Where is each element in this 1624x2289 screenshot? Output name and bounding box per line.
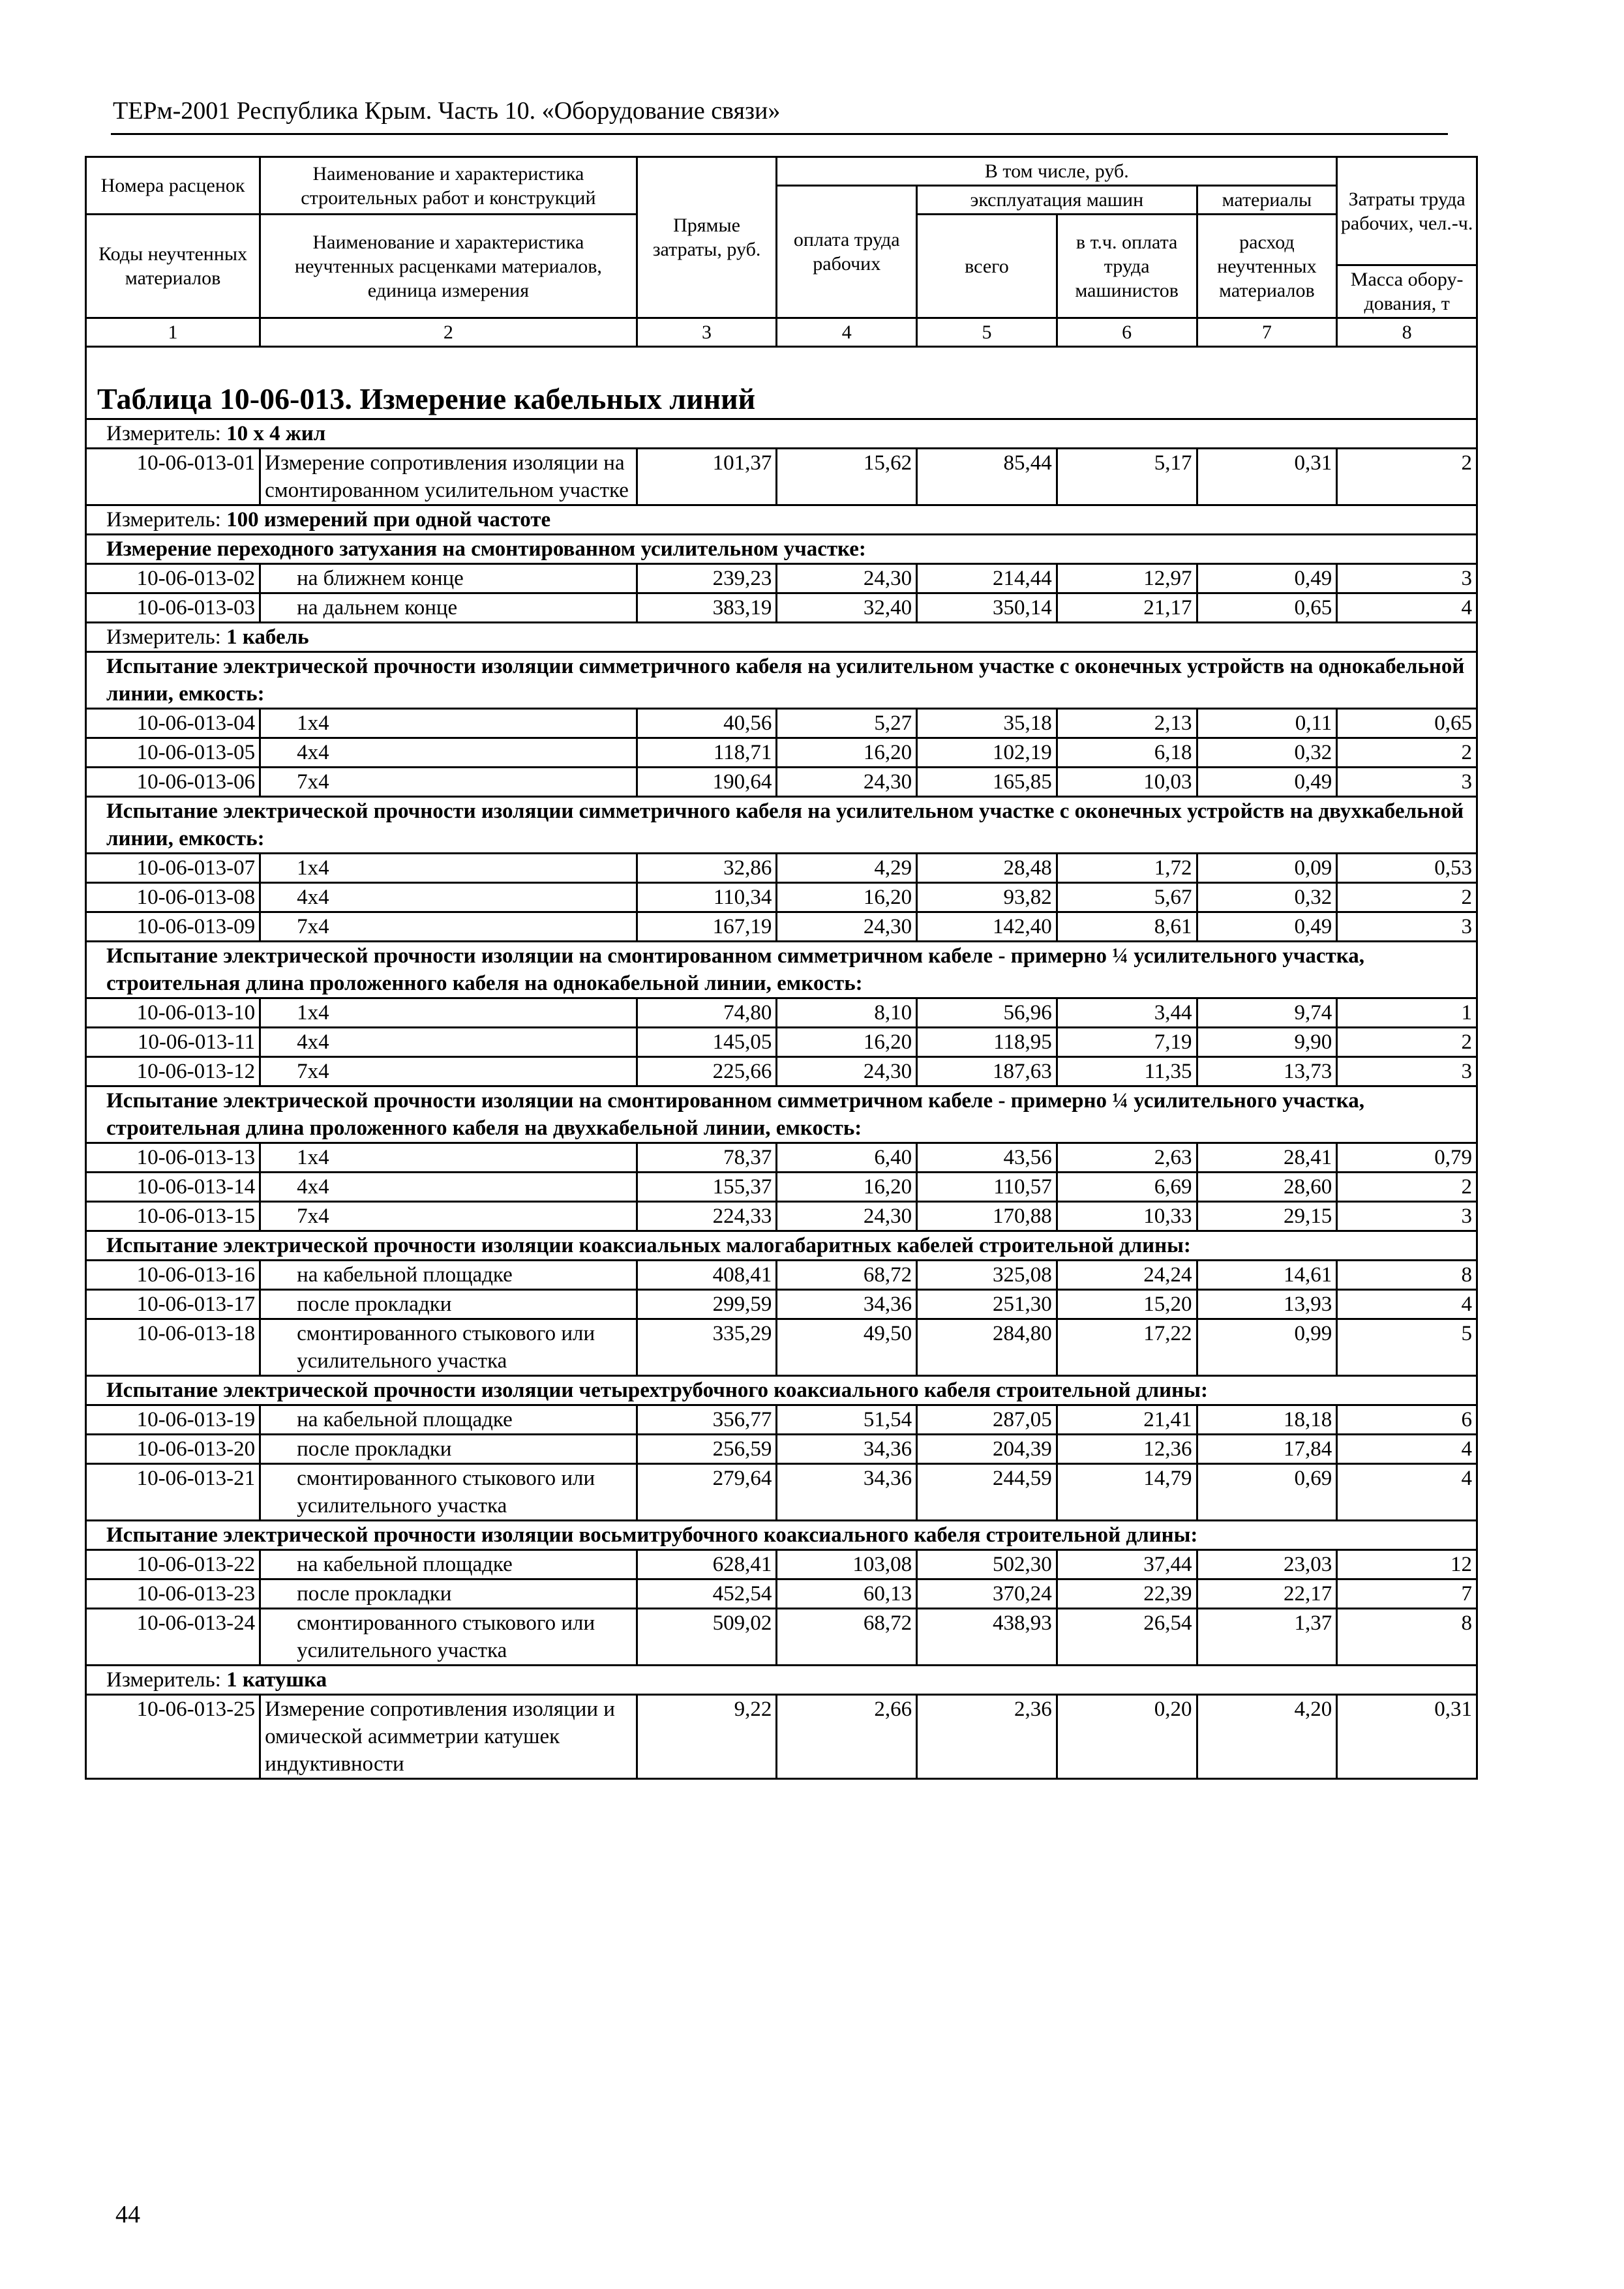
value-c6: 14,79 [1057, 1464, 1197, 1521]
work-name: 7х4 [260, 1057, 637, 1086]
table-row [86, 1405, 1477, 1435]
rate-code: 10-06-013-01 [86, 449, 260, 505]
rate-code: 10-06-013-14 [86, 1173, 260, 1202]
value-c3: 256,59 [637, 1435, 777, 1464]
value-c8: 3 [1337, 1057, 1477, 1086]
value-c7: 0,49 [1197, 564, 1337, 593]
work-name: 1х4 [260, 854, 637, 883]
meter-value: 100 измерений при одной частоте [226, 508, 551, 531]
value-c4: 103,08 [777, 1550, 917, 1579]
value-c7: 14,61 [1197, 1261, 1337, 1290]
value-c3: 145,05 [637, 1028, 777, 1057]
section-row [86, 535, 1477, 564]
value-c4: 68,72 [777, 1261, 917, 1290]
value-c7: 0,32 [1197, 738, 1337, 768]
column-number: 2 [260, 318, 637, 347]
table-row [86, 1464, 1477, 1521]
value-c4: 60,13 [777, 1579, 917, 1609]
value-c6: 2,13 [1057, 709, 1197, 738]
table-row [86, 564, 1477, 593]
value-c4: 16,20 [777, 1173, 917, 1202]
table-row [86, 1319, 1477, 1376]
value-c5: 370,24 [917, 1579, 1057, 1609]
value-c7: 0,49 [1197, 912, 1337, 942]
table-row [86, 912, 1477, 942]
value-c3: 40,56 [637, 709, 777, 738]
table-row [86, 1550, 1477, 1579]
rate-code: 10-06-013-16 [86, 1261, 260, 1290]
value-c7: 23,03 [1197, 1550, 1337, 1579]
meter-cell [86, 505, 1477, 535]
value-c4: 24,30 [777, 912, 917, 942]
value-c3: 9,22 [637, 1695, 777, 1779]
value-c6: 7,19 [1057, 1028, 1197, 1057]
meter-value: 1 катушка [226, 1668, 327, 1692]
meter-row [86, 1666, 1477, 1695]
value-c8: 7 [1337, 1579, 1477, 1609]
table-row [86, 854, 1477, 883]
value-c6: 6,69 [1057, 1173, 1197, 1202]
value-c3: 408,41 [637, 1261, 777, 1290]
rate-code: 10-06-013-23 [86, 1579, 260, 1609]
value-c6: 6,18 [1057, 738, 1197, 768]
rate-code: 10-06-013-05 [86, 738, 260, 768]
value-c4: 16,20 [777, 738, 917, 768]
value-c4: 34,36 [777, 1464, 917, 1521]
meter-cell [86, 623, 1477, 652]
value-c6: 11,35 [1057, 1057, 1197, 1086]
value-c5: 35,18 [917, 709, 1057, 738]
table-row [86, 1290, 1477, 1319]
work-name: Измерение сопротивления изоляции на смонтированном усилительном участке [260, 449, 637, 505]
value-c8: 2 [1337, 1028, 1477, 1057]
meter-value: 1 кабель [226, 625, 309, 649]
column-number: 8 [1337, 318, 1477, 347]
value-c6: 22,39 [1057, 1579, 1197, 1609]
table-row [86, 1173, 1477, 1202]
value-c4: 68,72 [777, 1609, 917, 1666]
value-c5: 93,82 [917, 883, 1057, 912]
value-c3: 509,02 [637, 1609, 777, 1666]
table-row [86, 768, 1477, 797]
value-c5: 325,08 [917, 1261, 1057, 1290]
value-c7: 0,99 [1197, 1319, 1337, 1376]
value-c3: 239,23 [637, 564, 777, 593]
value-c8: 3 [1337, 1202, 1477, 1231]
value-c6: 5,17 [1057, 449, 1197, 505]
value-c8: 4 [1337, 593, 1477, 623]
value-c6: 26,54 [1057, 1609, 1197, 1666]
value-c5: 165,85 [917, 768, 1057, 797]
value-c7: 0,49 [1197, 768, 1337, 797]
table-row [86, 1609, 1477, 1666]
value-c7: 13,73 [1197, 1057, 1337, 1086]
value-c5: 85,44 [917, 449, 1057, 505]
column-number: 7 [1197, 318, 1337, 347]
value-c8: 0,53 [1337, 854, 1477, 883]
value-c5: 2,36 [917, 1695, 1057, 1779]
section-row [86, 1521, 1477, 1550]
document-header: ТЕРм-2001 Республика Крым. Часть 10. «Оборудование связи» [113, 97, 781, 125]
value-c4: 49,50 [777, 1319, 917, 1376]
rate-code: 10-06-013-11 [86, 1028, 260, 1057]
value-c8: 3 [1337, 912, 1477, 942]
header-worker-wages: оплата труда рабочих [777, 186, 917, 318]
table-row [86, 593, 1477, 623]
value-c5: 110,57 [917, 1173, 1057, 1202]
work-name: 1х4 [260, 998, 637, 1028]
header-unaccounted-materials: расход неучтенных материалов [1197, 215, 1337, 318]
value-c8: 0,65 [1337, 709, 1477, 738]
value-c6: 17,22 [1057, 1319, 1197, 1376]
meter-row [86, 419, 1477, 449]
header-machines-total: всего [917, 215, 1057, 318]
value-c4: 16,20 [777, 1028, 917, 1057]
value-c7: 9,74 [1197, 998, 1337, 1028]
value-c4: 24,30 [777, 768, 917, 797]
rate-code: 10-06-013-13 [86, 1143, 260, 1173]
value-c7: 0,69 [1197, 1464, 1337, 1521]
value-c3: 224,33 [637, 1202, 777, 1231]
column-number: 3 [637, 318, 777, 347]
value-c3: 190,64 [637, 768, 777, 797]
value-c3: 78,37 [637, 1143, 777, 1173]
value-c8: 3 [1337, 564, 1477, 593]
work-name: 7х4 [260, 912, 637, 942]
value-c7: 29,15 [1197, 1202, 1337, 1231]
value-c7: 0,09 [1197, 854, 1337, 883]
table-row [86, 1057, 1477, 1086]
header-including: В том числе, руб. [777, 157, 1337, 186]
value-c8: 4 [1337, 1464, 1477, 1521]
column-number: 4 [777, 318, 917, 347]
value-c4: 5,27 [777, 709, 917, 738]
value-c5: 251,30 [917, 1290, 1057, 1319]
value-c5: 350,14 [917, 593, 1057, 623]
table-row [86, 1028, 1477, 1057]
value-c6: 24,24 [1057, 1261, 1197, 1290]
value-c4: 4,29 [777, 854, 917, 883]
meter-row [86, 505, 1477, 535]
value-c7: 13,93 [1197, 1290, 1337, 1319]
table-row [86, 883, 1477, 912]
section-heading: Испытание электрической прочности изоляции четырехтрубочного коаксиального кабеля строительной длины: [86, 1376, 1477, 1405]
rate-code: 10-06-013-18 [86, 1319, 260, 1376]
header-materials: материалы [1197, 186, 1337, 215]
meter-cell [86, 419, 1477, 449]
table-row [86, 1261, 1477, 1290]
section-heading: Испытание электрической прочности изоляции восьмитрубочного коаксиального кабеля строительной длины: [86, 1521, 1477, 1550]
section-row [86, 652, 1477, 709]
header-direct-costs: Прямые затраты, руб. [637, 157, 777, 318]
header-machine-operation: эксплуатация машин [917, 186, 1197, 215]
value-c7: 0,31 [1197, 449, 1337, 505]
value-c3: 101,37 [637, 449, 777, 505]
work-name: 7х4 [260, 1202, 637, 1231]
table-title: Таблица 10-06-013. Измерение кабельных линий [86, 347, 1477, 419]
value-c3: 225,66 [637, 1057, 777, 1086]
value-c8: 6 [1337, 1405, 1477, 1435]
work-name: смонтированного стыкового или усилительного участка [260, 1609, 637, 1666]
work-name: после прокладки [260, 1435, 637, 1464]
value-c8: 2 [1337, 738, 1477, 768]
value-c8: 0,31 [1337, 1695, 1477, 1779]
header-equipment-mass: Масса обору-дования, т [1337, 265, 1477, 318]
meter-cell [86, 1666, 1477, 1695]
work-name: 4х4 [260, 1028, 637, 1057]
rate-code: 10-06-013-25 [86, 1695, 260, 1779]
column-number: 6 [1057, 318, 1197, 347]
value-c6: 0,20 [1057, 1695, 1197, 1779]
work-name: на кабельной площадке [260, 1550, 637, 1579]
value-c4: 51,54 [777, 1405, 917, 1435]
work-name: на кабельной площадке [260, 1261, 637, 1290]
rate-code: 10-06-013-17 [86, 1290, 260, 1319]
rate-code: 10-06-013-02 [86, 564, 260, 593]
rate-code: 10-06-013-04 [86, 709, 260, 738]
work-name: смонтированного стыкового или усилительного участка [260, 1464, 637, 1521]
value-c6: 5,67 [1057, 883, 1197, 912]
table-row [86, 1143, 1477, 1173]
value-c6: 10,33 [1057, 1202, 1197, 1231]
value-c5: 142,40 [917, 912, 1057, 942]
value-c8: 1 [1337, 998, 1477, 1028]
value-c6: 10,03 [1057, 768, 1197, 797]
header-rate-numbers: Номера расценок [86, 157, 260, 215]
value-c7: 0,32 [1197, 883, 1337, 912]
table-row [86, 1695, 1477, 1779]
table-row [86, 709, 1477, 738]
value-c8: 8 [1337, 1609, 1477, 1666]
value-c7: 18,18 [1197, 1405, 1337, 1435]
header-labor-costs: Затраты труда рабочих, чел.-ч. [1337, 157, 1477, 265]
value-c6: 21,17 [1057, 593, 1197, 623]
value-c5: 204,39 [917, 1435, 1057, 1464]
work-name: 7х4 [260, 768, 637, 797]
value-c3: 383,19 [637, 593, 777, 623]
value-c8: 5 [1337, 1319, 1477, 1376]
page-number: 44 [115, 2201, 140, 2228]
value-c6: 2,63 [1057, 1143, 1197, 1173]
header-material-names: Наименование и характеристика неучтенных расценками материалов, единица измерения [260, 215, 637, 318]
value-c3: 32,86 [637, 854, 777, 883]
header-operator-wages: в т.ч. оплата труда машинистов [1057, 215, 1197, 318]
table-row [86, 1202, 1477, 1231]
section-row [86, 1086, 1477, 1143]
section-heading: Испытание электрической прочности изоляции симметричного кабеля на усилительном участке с оконечных устройств на однокабельной линии, емкость: [86, 652, 1477, 709]
work-name: смонтированного стыкового или усилительного участка [260, 1319, 637, 1376]
value-c7: 17,84 [1197, 1435, 1337, 1464]
value-c6: 12,97 [1057, 564, 1197, 593]
meter-row [86, 623, 1477, 652]
work-name: 4х4 [260, 883, 637, 912]
work-name: 1х4 [260, 1143, 637, 1173]
value-c8: 2 [1337, 449, 1477, 505]
meter-label: Измеритель: [106, 1668, 221, 1692]
section-row [86, 1231, 1477, 1261]
work-name: на ближнем конце [260, 564, 637, 593]
value-c3: 74,80 [637, 998, 777, 1028]
value-c4: 6,40 [777, 1143, 917, 1173]
value-c5: 244,59 [917, 1464, 1057, 1521]
rate-code: 10-06-013-03 [86, 593, 260, 623]
column-number: 5 [917, 318, 1057, 347]
value-c7: 4,20 [1197, 1695, 1337, 1779]
work-name: после прокладки [260, 1579, 637, 1609]
header-material-codes: Коды неучтенных материалов [86, 215, 260, 318]
value-c5: 438,93 [917, 1609, 1057, 1666]
value-c5: 214,44 [917, 564, 1057, 593]
table-row [86, 738, 1477, 768]
value-c8: 12 [1337, 1550, 1477, 1579]
value-c6: 3,44 [1057, 998, 1197, 1028]
value-c8: 4 [1337, 1290, 1477, 1319]
rate-code: 10-06-013-20 [86, 1435, 260, 1464]
meter-label: Измеритель: [106, 625, 221, 649]
value-c6: 15,20 [1057, 1290, 1197, 1319]
value-c5: 502,30 [917, 1550, 1057, 1579]
work-name: 1х4 [260, 709, 637, 738]
value-c8: 2 [1337, 1173, 1477, 1202]
rate-code: 10-06-013-07 [86, 854, 260, 883]
value-c6: 8,61 [1057, 912, 1197, 942]
rate-code: 10-06-013-24 [86, 1609, 260, 1666]
value-c5: 118,95 [917, 1028, 1057, 1057]
section-row [86, 942, 1477, 998]
rate-code: 10-06-013-22 [86, 1550, 260, 1579]
value-c5: 102,19 [917, 738, 1057, 768]
value-c8: 4 [1337, 1435, 1477, 1464]
value-c4: 24,30 [777, 1057, 917, 1086]
value-c3: 155,37 [637, 1173, 777, 1202]
value-c5: 284,80 [917, 1319, 1057, 1376]
value-c8: 3 [1337, 768, 1477, 797]
value-c5: 43,56 [917, 1143, 1057, 1173]
rate-code: 10-06-013-09 [86, 912, 260, 942]
value-c7: 0,11 [1197, 709, 1337, 738]
rate-code: 10-06-013-10 [86, 998, 260, 1028]
value-c3: 299,59 [637, 1290, 777, 1319]
section-row [86, 1376, 1477, 1405]
value-c3: 452,54 [637, 1579, 777, 1609]
work-name: 4х4 [260, 738, 637, 768]
value-c4: 34,36 [777, 1290, 917, 1319]
value-c3: 167,19 [637, 912, 777, 942]
value-c3: 356,77 [637, 1405, 777, 1435]
value-c7: 22,17 [1197, 1579, 1337, 1609]
value-c8: 8 [1337, 1261, 1477, 1290]
value-c5: 187,63 [917, 1057, 1057, 1086]
rate-code: 10-06-013-08 [86, 883, 260, 912]
rate-code: 10-06-013-12 [86, 1057, 260, 1086]
value-c8: 0,79 [1337, 1143, 1477, 1173]
work-name: после прокладки [260, 1290, 637, 1319]
section-heading: Испытание электрической прочности изоляции на смонтированном симметричном кабеле - примерно ¼ усилительного участка, строительная длина проложенного кабеля на двухкабельной линии, емкость: [86, 1086, 1477, 1143]
value-c8: 2 [1337, 883, 1477, 912]
value-c3: 118,71 [637, 738, 777, 768]
work-name: на кабельной площадке [260, 1405, 637, 1435]
rate-code: 10-06-013-15 [86, 1202, 260, 1231]
value-c3: 110,34 [637, 883, 777, 912]
section-row [86, 797, 1477, 854]
value-c3: 335,29 [637, 1319, 777, 1376]
value-c5: 170,88 [917, 1202, 1057, 1231]
table-row [86, 1579, 1477, 1609]
rate-code: 10-06-013-06 [86, 768, 260, 797]
meter-value: 10 х 4 жил [226, 422, 326, 445]
work-name: Измерение сопротивления изоляции и омической асимметрии катушек индуктивности [260, 1695, 637, 1779]
value-c3: 279,64 [637, 1464, 777, 1521]
work-name: 4х4 [260, 1173, 637, 1202]
value-c7: 9,90 [1197, 1028, 1337, 1057]
value-c6: 37,44 [1057, 1550, 1197, 1579]
rate-code: 10-06-013-19 [86, 1405, 260, 1435]
meter-label: Измеритель: [106, 508, 221, 531]
value-c4: 34,36 [777, 1435, 917, 1464]
value-c4: 15,62 [777, 449, 917, 505]
value-c4: 16,20 [777, 883, 917, 912]
value-c6: 21,41 [1057, 1405, 1197, 1435]
table-row [86, 449, 1477, 505]
value-c6: 12,36 [1057, 1435, 1197, 1464]
meter-label: Измеритель: [106, 422, 221, 445]
value-c4: 24,30 [777, 564, 917, 593]
value-c3: 628,41 [637, 1550, 777, 1579]
header-rule [111, 133, 1448, 135]
section-heading: Испытание электрической прочности изоляции симметричного кабеля на усилительном участке с оконечных устройств на двухкабельной линии, емкость: [86, 797, 1477, 854]
rates-table [85, 156, 1478, 1780]
section-heading: Измерение переходного затухания на смонтированном усилительном участке: [86, 535, 1477, 564]
value-c7: 1,37 [1197, 1609, 1337, 1666]
value-c5: 56,96 [917, 998, 1057, 1028]
work-name: на дальнем конце [260, 593, 637, 623]
value-c7: 28,60 [1197, 1173, 1337, 1202]
section-heading: Испытание электрической прочности изоляции на смонтированном симметричном кабеле - примерно ¼ усилительного участка, строительная длина проложенного кабеля на однокабельной линии, емкость: [86, 942, 1477, 998]
value-c6: 1,72 [1057, 854, 1197, 883]
rate-code: 10-06-013-21 [86, 1464, 260, 1521]
value-c5: 287,05 [917, 1405, 1057, 1435]
value-c5: 28,48 [917, 854, 1057, 883]
table-row [86, 1435, 1477, 1464]
value-c4: 24,30 [777, 1202, 917, 1231]
value-c7: 28,41 [1197, 1143, 1337, 1173]
column-number: 1 [86, 318, 260, 347]
value-c4: 8,10 [777, 998, 917, 1028]
header-work-name: Наименование и характеристика строительных работ и конструкций [260, 157, 637, 215]
value-c4: 2,66 [777, 1695, 917, 1779]
table-row [86, 998, 1477, 1028]
section-heading: Испытание электрической прочности изоляции коаксиальных малогабаритных кабелей строительной длины: [86, 1231, 1477, 1261]
value-c4: 32,40 [777, 593, 917, 623]
value-c7: 0,65 [1197, 593, 1337, 623]
table-body [86, 157, 1477, 1779]
